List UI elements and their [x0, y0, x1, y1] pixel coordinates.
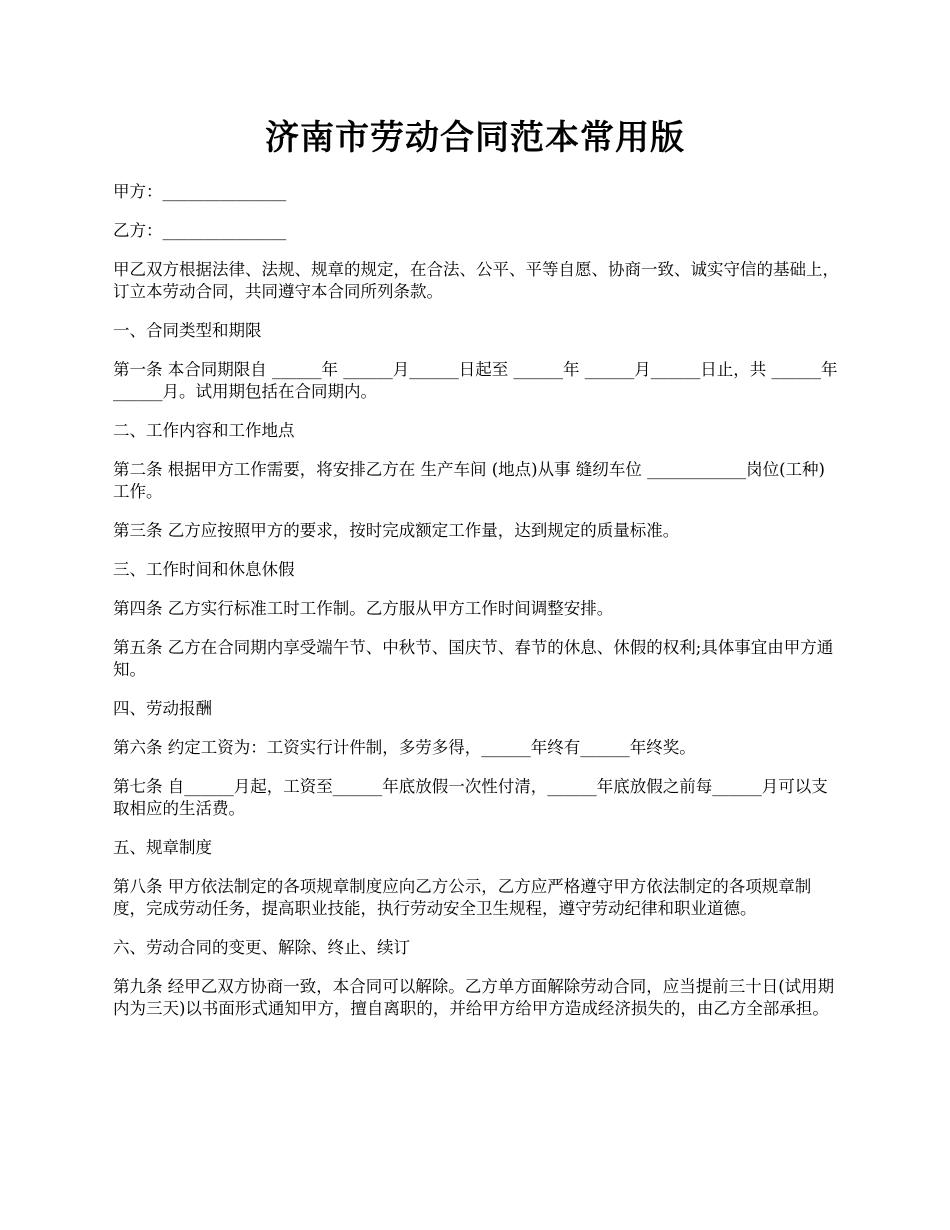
document-body — [113, 181, 843, 1037]
article-6: 第六条 约定工资为：工资实行计件制，多劳多得，______年终有______年终奖。 — [113, 738, 696, 757]
preamble-paragraph: 甲乙双方根据法律、法规、规章的规定，在合法、公平、平等自愿、协商一致、诚实守信的基础上，订立本劳动合同，共同遵守本合同所列条款。 — [113, 260, 839, 301]
section-heading-1: 一、合同类型和期限 — [113, 321, 262, 340]
article-5: 第五条 乙方在合同期内享受端午节、中秋节、国庆节、春节的休息、休假的权利;具体事宜由甲方通知。 — [113, 638, 834, 679]
section-heading-4: 四、劳动报酬 — [113, 699, 212, 718]
article-8: 第八条 甲方依法制定的各项规章制度应向乙方公示，乙方应严格遵守甲方依法制定的各项规章制度，完成劳动任务，提高职业技能，执行劳动安全卫生规程，遵守劳动纪律和职业道德。 — [113, 877, 812, 918]
article-7: 第七条 自______月起，工资至______年底放假一次性付清，______年底放假之前每______月可以支取相应的生活费。 — [113, 777, 828, 818]
document-title: 济南市劳动合同范本常用版 — [265, 118, 685, 158]
article-9: 第九条 经甲乙双方协商一致，本合同可以解除。乙方单方面解除劳动合同，应当提前三十日(试用期内为三天)以书面形式通知甲方，擅自离职的，并给甲方给甲方造成经济损失的，由乙方全部承担。 — [113, 977, 835, 1018]
section-heading-3: 三、工作时间和休息休假 — [113, 560, 295, 579]
article-3: 第三条 乙方应按照甲方的要求，按时完成额定工作量，达到规定的质量标准。 — [113, 521, 680, 540]
party-b-line: 乙方：_______________ — [113, 221, 287, 240]
party-a-line: 甲方：_______________ — [113, 182, 287, 201]
article-2: 第二条 根据甲方工作需要，将安排乙方在 生产车间 (地点)从事 缝纫车位 ____________岗位(工种)工作。 — [113, 460, 825, 501]
section-heading-6: 六、劳动合同的变更、解除、终止、续订 — [113, 938, 410, 957]
article-1: 第一条 本合同期限自 ______年 ______月______日起至 ______年 ______月______日止，共 ______年 ______月。试用期包括在合同期内。 — [113, 360, 843, 401]
article-4: 第四条 乙方实行标准工时工作制。乙方服从甲方工作时间调整安排。 — [113, 599, 614, 618]
section-heading-5: 五、规章制度 — [113, 838, 212, 857]
section-heading-2: 二、工作内容和工作地点 — [113, 421, 295, 440]
